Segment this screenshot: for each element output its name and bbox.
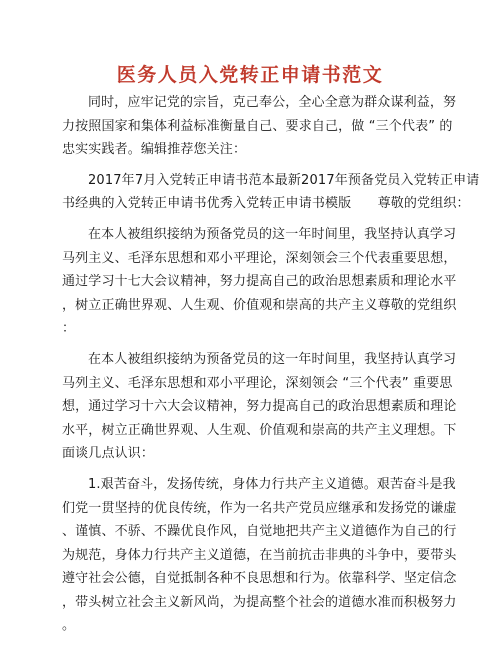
paragraph — [62, 223, 457, 341]
document-body — [62, 91, 480, 638]
paragraph-line: 们党一贯坚持的优良传统，作为一名共产党员应继承和发扬党的谦虚 — [62, 500, 457, 516]
paragraph — [62, 91, 457, 162]
paragraph-gap — [62, 216, 434, 223]
paragraph-line: 。 — [62, 618, 76, 634]
paragraph — [62, 169, 480, 216]
paragraph-line: 1.艰苦奋斗，发扬传统，身体力行共产主义道德。艰苦奋斗是我 — [88, 476, 456, 492]
paragraph-gap — [62, 162, 434, 169]
paragraph-line: 马列主义、毛泽东思想和邓小平理论，深刻领会 “三个代表” 重要思 — [62, 375, 453, 391]
paragraph-line: 马列主义、毛泽东思想和邓小平理论，深刻领会三个代表重要思想， — [62, 250, 457, 266]
paragraph-line: 同时，应牢记党的宗旨，克己奉公，全心全意为群众谋利益，努 — [88, 95, 457, 110]
paragraph-line: 水平，树立正确世界观、人生观、价值观和崇高的共产主义理想。下 — [62, 422, 457, 438]
paragraph-line: 遵守社会公德，自觉抵制各种不良思想和行为。依靠科学、坚定信念 — [62, 571, 457, 587]
paragraph — [62, 348, 457, 466]
paragraph-line: 力按照国家和集体利益标准衡量自己、要求自己，做 “三个代表” 的 — [62, 118, 453, 134]
document-title: 医务人员入党转正申请书范文 — [116, 64, 384, 86]
paragraph-line: 在本人被组织接纳为预备党员的这一年时间里，我坚持认真学习 — [88, 226, 457, 242]
paragraph-line: 2017年7月入党转正申请书范本最新2017年预备党员入党转正申请 — [88, 172, 480, 188]
paragraph-line: 、谨慎、不骄、不躁优良作风，自觉地把共产主义道德作为自己的行 — [62, 524, 457, 540]
paragraph-line: ： — [62, 321, 76, 337]
paragraph-line: 想，通过学习十六大会议精神，努力提高自己的政治思想素质和理论 — [62, 399, 457, 415]
paragraph-gap — [62, 466, 434, 473]
paragraph-line: ，树立正确世界观、人生观、价值观和崇高的共产主义尊敬的党组织 — [62, 297, 457, 313]
paragraph-line: 面谈几点认识： — [62, 446, 155, 462]
paragraph-gap — [62, 341, 434, 348]
paragraph-line: 在本人被组织接纳为预备党员的这一年时间里，我坚持认真学习 — [88, 351, 457, 367]
paragraph-line: ，带头树立社会主义新风尚，为提高整个社会的道德水准而积极努力 — [62, 594, 457, 610]
paragraph-line: 书经典的入党转正申请书优秀入党转正申请书模版 尊敬的党组织： — [62, 196, 470, 212]
paragraph-line: 忠实实践者。编辑推荐您关注： — [62, 142, 247, 158]
paragraph — [62, 473, 457, 638]
paragraph-line: 为规范，身体力行共产主义道德，在当前抗击非典的斗争中，要带头 — [62, 547, 457, 563]
paragraph-line: 通过学习十七大会议精神，努力提高自己的政治思想素质和理论水平 — [62, 274, 457, 290]
